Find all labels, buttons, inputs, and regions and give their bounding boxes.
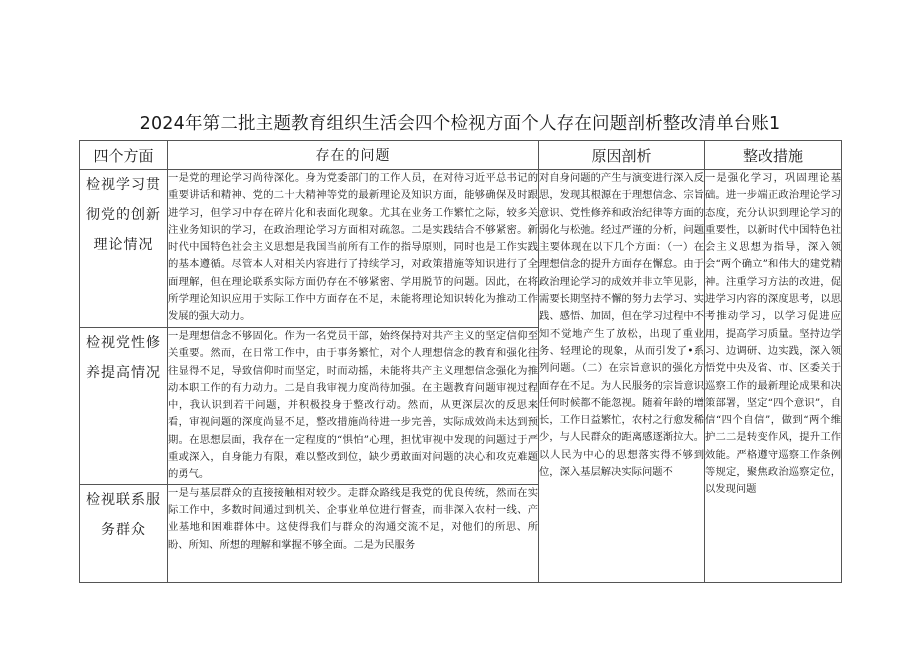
cause-cell <box>539 170 705 583</box>
cause-text: 对自身问题的产生与演变进行深入反思，发现其根源在于理想信念、宗旨意识、党性修养和政治纪律等方面的弱化与松弛。经过严谨的分析，问题主要体现在以下几个方面：（一）在理想信念的提升方面存在懈怠。由于政治理论学习的成效并非立竿见影，需要长期坚持不懈的努力去学习、实践、感悟、加固，但在学习过程中不知不觉地产生了放松，出现了重业务、轻理论的现象，从而引发了•系列问题。（二）在宗旨意识的强化方面存在不足。为人民服务的宗旨意识任何时候都不能忽视。随着年龄的增长，工作日益繁忙，农村之行愈发稀少，与人民群众的距离感逐渐拉大。以人民为中心的思想落实得不够到位，深入基层解决实际问题不 <box>539 172 704 479</box>
aspect-cell: 检视联系服务群众 <box>80 484 168 582</box>
aspect-cell: 检视党性修养提高情况 <box>80 328 168 485</box>
measure-text: 一是强化学习，巩固理论基础。进一步端正政治理论学习态度，充分认识到理论学习的重要性，以新时代中国特色社会主义思想为指导，深入领会“两个确立”和伟大的建党精神。注重学习方法的改进，促进学习内容的深度思考，以思考推动学习，以学习促进应用，提高学习质量。坚持边学习、边调研、边实践，深入领悟党中央及省、市、区委关于巡察工作的最新理论成果和决策部署，坚定“四个意识”，自信“四个自信”，做到“两个维护二二是转变作风，提升工作效能。严格遵守巡察工作条例等规定，聚焦政治巡察定位，以发现问题 <box>705 172 841 496</box>
problem-text: 一是党的理论学习尚待深化。身为党委部门的工作人员，在对待习近平总书记的重要讲话和精神、党的二十大精神等党的最新理论及知识方面，能够确保及时跟进学习，但学习中存在碎片化和表面化现象。尤其在业务工作繁忙之际，较多关注业务知识的学习，在政治理论学习方面相对疏忽。二是实践结合不够紧密。新时代中国特色社会主义思想是我国当前所有工作的指导原则，同时也是工作实践的基本遵循。尽管本人对相关内容进行了持续学习，对政策措施等知识进行了全面理解，但在理论联系实际方面仍存在不够紧密、学用脱节的问题。因此，在将所学理论知识应用于实际工作中方面存在不足，未能将理论知识转化为推动工作发展的强大动力。 <box>168 172 538 323</box>
header-aspect: 四个方面 <box>80 141 168 170</box>
aspect-cell: 检视学习贯彻党的创新理论情况 <box>80 170 168 328</box>
table-row <box>80 170 842 328</box>
document-title: 2024年第二批主题教育组织生活会四个检视方面个人存在问题剖析整改清单台账1 <box>139 114 781 134</box>
header-cause: 原因剖析 <box>539 141 705 170</box>
problem-text: 一是与基层群众的直接接触相对较少。走群众路线是我党的优良传统，然而在实际工作中，多数时间通过到机关、企事业单位进行督查，而非深入农村一线、产业基地和困难群体中。这使得我们与群众的沟通交流不足，对他们的所思、所盼、所知、所想的理解和掌握不够全面。二是为民服务 <box>168 486 538 551</box>
problem-cell <box>168 170 539 328</box>
header-problem: 存在的问题 <box>168 141 539 170</box>
measure-cell <box>705 170 842 583</box>
rectification-table <box>79 140 842 583</box>
header-measure: 整改措施 <box>705 141 842 170</box>
problem-cell <box>168 328 539 485</box>
problem-cell <box>168 484 539 582</box>
header-row <box>80 141 842 170</box>
problem-text: 一是理想信念不够固化。作为一名党员干部，始终保持对共产主义的坚定信仰至关重要。然而，在日常工作中，由于事务繁忙，对个人理想信念的教育和强化往往显得不足，导致信仰时而坚定，时而动摇，未能将共产主义理想信念强化为推动本职工作的有力动力。二是自我审视力度尚待加强。在主题教育问题审视过程中，我认识到若干问题，并积极投身于整改行动。然而，从更深层次的反思来看，审视问题的深度尚显不足，整改措施尚待进一步完善，实际成效尚未达到预期。在思想层面，我存在一定程度的“惧怕”心理，担忧审视中发现的问题过于严重或深入，自身能力有限，难以整改到位，缺少勇敢面对问题的决心和攻克难题的勇气。 <box>168 330 538 481</box>
